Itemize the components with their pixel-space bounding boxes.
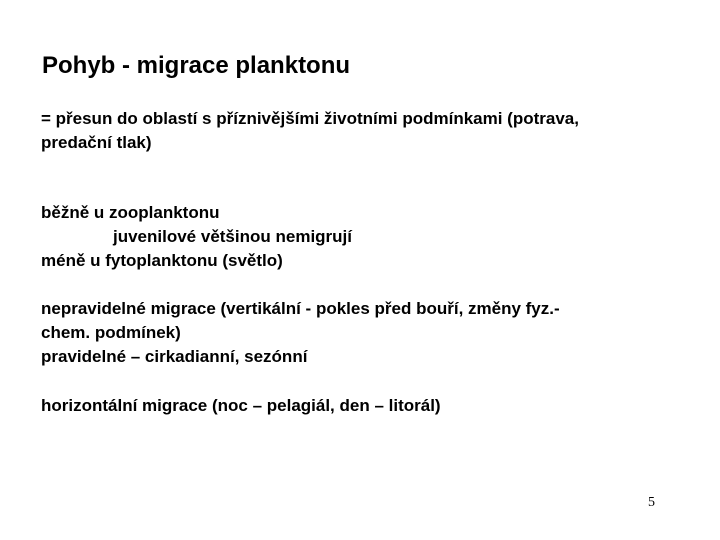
horizontal-migration-line: horizontální migrace (noc – pelagiál, den – litorál)	[41, 396, 441, 415]
horizontal-migration-paragraph	[41, 394, 441, 418]
irregular-migration-line-2: chem. podmínek)	[41, 323, 181, 342]
regular-migration-line: pravidelné – cirkadianní, sezónní	[41, 347, 308, 366]
definition-line-1: = přesun do oblastí s příznivějšími životními podmínkami (potrava,	[41, 109, 579, 128]
definition-paragraph	[41, 107, 579, 155]
slide-title: Pohyb - migrace planktonu	[42, 52, 351, 79]
occurrence-phytoplankton: méně u fytoplanktonu (světlo)	[41, 251, 283, 270]
occurrence-juveniles: juvenilové většinou nemigrují	[113, 227, 352, 246]
definition-line-2: predační tlak)	[41, 133, 152, 152]
occurrence-zooplankton: běžně u zooplanktonu	[41, 203, 220, 222]
irregular-migration-line-1: nepravidelné migrace (vertikální - pokles před bouří, změny fyz.-	[41, 299, 560, 318]
migration-types-paragraph	[41, 297, 560, 369]
occurrence-paragraph	[41, 201, 352, 273]
page-number: 5	[648, 495, 655, 510]
